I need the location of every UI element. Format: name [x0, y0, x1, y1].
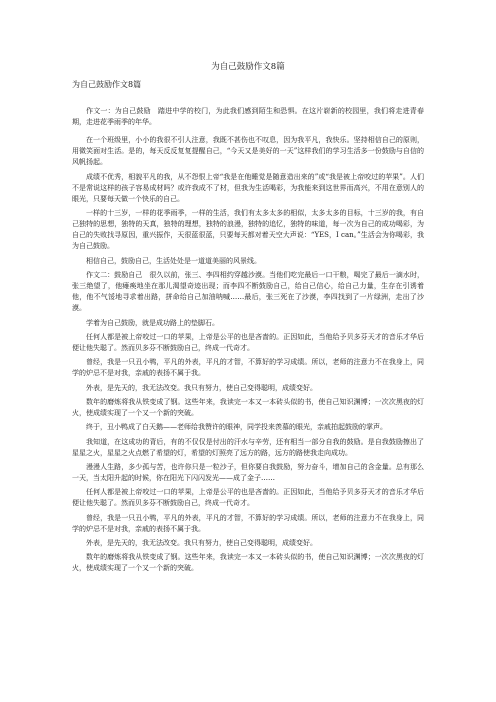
paragraph: 成绩不优秀，相貌平凡的我，从不怨恨上帝“我是在他睡觉是随意造出来的”或“我是被上帝咬过的苹果”。人们不是常说这样的孩子容易成材吗？或许我成不了材，但我为生活喝彩，为我能来到这世界而高兴，不用在意别人的眼光，只要每天做一个快乐的自己。 [72, 172, 424, 203]
paragraph: 漫漫人生路，多少孤与苦，也许你只是一粒沙子，但你要自我鼓励，努力奋斗，增加自己的含金量。总有那么一天，当太阳升起的时候，你在阳光下闪闪发光——成了金子…… [72, 462, 424, 482]
paragraph: 数年的磨炼将我从铁变成了钢。这些年来，我读完一本又一本砖头似的书，使自己知识渊博；一次次黑夜的灯火，使成绩实现了一个又一个新的突破。 [72, 397, 424, 417]
paragraph: 终于，丑小鸭成了白天鹅——老师给我赞许的眼神，同学投来羡慕的眼光，亲戚拍起鼓励的掌声。 [86, 423, 387, 432]
paragraph: 在一个班级里，小小的我很不引人注意，我既不甚伤也不叹息，因为我平凡，我快乐。坚持相信自己的原则，用微笑面对生活。是的，每天反反复复提醒自己，“今天又是美好的一天”这样我们的学习生活多一份鼓励与自信的风帆扬起。 [72, 136, 424, 167]
document-subtitle: 为自己鼓励作文8篇 [72, 80, 142, 89]
paragraph: 曾经，我是一只丑小鸭，平凡的外表，平凡的才智，不算好的学习成绩。所以，老师的注意力不在我身上，同学的炉忌不是对我，亲戚的表扬不属于我。 [72, 513, 424, 533]
paragraph: 作文一：为自己鼓励 踏进中学的校门，为此我们感到陌生和恐惧。在这片崭新的校园里，我们将走进青春期，走进花季雨季的年华。 [72, 107, 424, 127]
paragraph: 曾经，我是一只丑小鸭，平凡的外表，平凡的才智，不算好的学习成绩。所以，老师的注意力不在我身上，同学的炉忌不是对我，亲戚的表扬不属于我。 [72, 358, 424, 378]
paragraph: 学着为自己鼓励，就是成功路上的垫脚石。 [86, 318, 219, 327]
paragraph: 外表，是先天的，我无法改变。我只有努力，使自己变得聪明，成绩变好。 [86, 539, 317, 547]
paragraph: 数年的磨炼将我从铁变成了钢。这些年来，我读完一本又一本砖头似的书，使自己知识渊博；一次次黑夜的灯火，使成绩实现了一个又一个新的突破。 [72, 553, 424, 573]
paragraph: 作文二：鼓励自己 很久以前，张三、李四相约穿越沙漠。当他们吃完最后一口干粮，喝完了最后一滴水时，张三绝望了，他瘫痪地坐在那儿渴望奇迹出现；而李四不断鼓励自己，给自己信心，给自己力量，生存在引诱着他，他不气馁地寻求着出路，拼命给自己加油呐喊……最后，张三死在了沙漠，李四找到了一片绿洲，走出了沙漠。 [72, 270, 424, 313]
paragraph: 任何人都是被上帝咬过一口的苹果，上帝是公平的也是吝啬的。正因如此，当他给予贝多芬天才的音乐才华后便让他失聪了。然而贝多芬不断鼓励自己，终成一代奇才。 [72, 332, 424, 352]
paragraph: 任何人都是被上帝咬过一口的苹果，上帝是公平的也是吝啬的。正因如此，当他给予贝多芬天才的音乐才华后便让他失聪了。然而贝多芬不断鼓励自己，终成一代奇才。 [72, 488, 424, 508]
document-title: 为自己鼓励作文8篇 [211, 62, 285, 72]
paragraph: 我知道，在这成功的背后，有的不仅仅是付出的汗水与辛劳，还有相当一部分自我的鼓励。是自我鼓励擦出了星星之火，星星之火点燃了希望的灯，希望的灯照亮了远方的路，远方的路使我走向成功。 [72, 437, 424, 457]
paragraph: 一样的十三岁，一样的花季雨季，一样的生活，我们有太多太多的相似，太多太多的目标，十三岁的我，有自己独特的思想，独特的天真，独特的理想，独特的浪漫，独特的追忆，独特的味道，每一次为自己的成功喝彩，为自己的失败找寻原因，重兴振作，天很蓝很蓝，只要每天都对着天空大声说：“YES，I can。”生活会为你喝彩，我为自己鼓励。 [72, 209, 424, 251]
paragraph: 外表，是先天的，我无法改变。我只有努力，使自己变得聪明，成绩变好。 [86, 383, 317, 392]
paragraph: 相信自己，鼓励自己，生活处处是一道道美丽的风景线。 [86, 256, 261, 265]
document-body [72, 106, 424, 574]
